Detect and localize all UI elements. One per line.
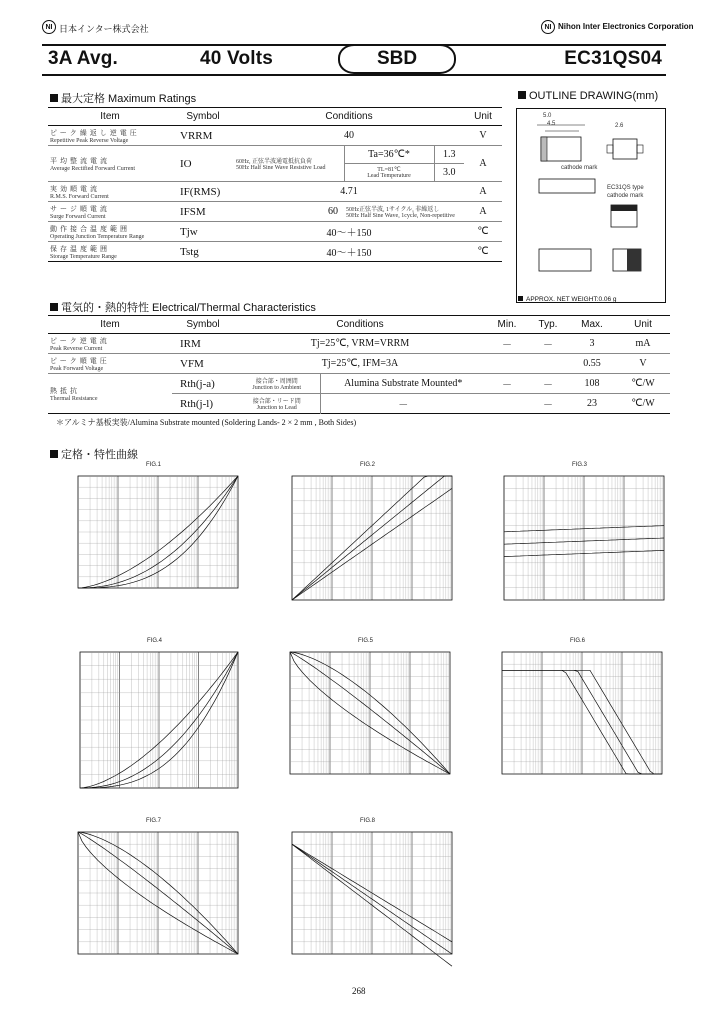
cathode-mark-label: cathode mark (561, 165, 598, 171)
unit-cell: A (464, 202, 502, 222)
typ-cell: － (528, 374, 568, 394)
figure-plot (282, 638, 458, 790)
max-cell: 3 (568, 334, 616, 354)
header-max: Max. (568, 316, 616, 334)
conditions-note-cell (234, 146, 344, 182)
cond-lead-temp: TL=81℃ (377, 167, 401, 173)
item-jp: 熱抵抗 (50, 386, 80, 395)
outline-drawing-svg (517, 109, 665, 302)
figure-plot (494, 638, 670, 790)
max-cell: 23 (587, 398, 597, 409)
package-front-view (539, 179, 595, 193)
conditions-cell: 4.71 (234, 182, 464, 202)
table-row (48, 334, 670, 354)
item-jp: ピーク繰返し逆電圧 (50, 128, 140, 137)
figure-plot (496, 462, 672, 616)
header-conditions: Conditions (234, 316, 486, 334)
header-min: Min. (486, 316, 528, 334)
alumina-note: ＊アルミナ基板実装/Alumina Substrate mounted (Soldering Lands- 2 × 2 mm , Both Sides) (56, 418, 357, 427)
figure-title: FIG.2 (360, 462, 376, 468)
curve-figure (72, 638, 246, 804)
company-name-en: Nihon Inter Electronics Corporation (558, 22, 694, 31)
header-typ: Typ. (528, 316, 568, 334)
cond-note-en: 50Hz Half Sine Wave, 1cycle, Non-repetitive (346, 213, 455, 219)
unit-cell: mA (616, 334, 670, 354)
part-number: EC31QS04 (564, 48, 662, 69)
item-en: Average Rectified Forward Current (50, 165, 136, 172)
surge-value: 60 (234, 202, 344, 222)
bullet-square-icon (518, 91, 526, 99)
item-en: R.M.S. Forward Current (50, 193, 109, 200)
figure-plot (284, 462, 460, 616)
value-ambient: 1.3 (434, 146, 464, 164)
figure-plot (70, 818, 246, 970)
logo-text: NI (544, 23, 552, 31)
unit-cell: ℃ (477, 246, 489, 257)
item-cell (48, 126, 172, 146)
condition-ambient: Ta=36℃* (344, 146, 434, 164)
title-bar (42, 44, 666, 76)
unit-cell: ℃ (464, 222, 502, 242)
table-row (48, 182, 502, 202)
figure-plot (284, 818, 460, 970)
item-cell (48, 182, 172, 202)
item-jp: 保存温度範囲 (50, 244, 110, 253)
min-cell (486, 354, 528, 374)
symbol-cell: IF(RMS) (172, 182, 234, 202)
header-symbol: Symbol (172, 108, 234, 126)
curve-figure (284, 462, 460, 616)
conditions-cell: 40～＋150 (234, 222, 464, 242)
conditions-cell: － (320, 394, 486, 414)
figure-title: FIG.1 (146, 462, 162, 468)
item-cell (48, 242, 172, 262)
max-ratings-title (50, 90, 196, 106)
table-row (48, 242, 502, 262)
unit-cell: V (616, 354, 670, 374)
curve-figure (70, 462, 246, 604)
min-cell (486, 394, 528, 414)
symbol-cell: IFSM (172, 202, 234, 222)
curve-figure (494, 638, 670, 790)
figure-title: FIG.8 (360, 818, 376, 824)
header-item: Item (48, 108, 172, 126)
figure-title: FIG.6 (570, 638, 586, 644)
outline-drawing (516, 108, 666, 303)
curve-figure (284, 818, 460, 970)
avg-current: 3A Avg. (48, 48, 119, 69)
device-type: SBD (376, 48, 418, 69)
cond-sub-cell (234, 394, 320, 414)
figure-plot (70, 462, 246, 604)
conditions-cell: 40～＋150 (326, 248, 372, 259)
bullet-square-icon (50, 450, 58, 458)
item-cell (48, 354, 172, 374)
conditions-cell: Tj=25℃, VRM=VRRM (234, 334, 486, 354)
curve-figure (282, 638, 458, 790)
company-logo-right (541, 20, 555, 34)
package-bottom-view (539, 249, 591, 271)
cond-note-jp: 60Hz, 正弦半波通電抵抗負荷 (236, 159, 312, 165)
curve-figure (70, 818, 246, 970)
item-cell (48, 374, 172, 414)
net-weight (518, 296, 617, 303)
company-logo-left (42, 20, 56, 34)
elec-title-text: 電気的・熱的特性 Electrical/Thermal Characteristics (61, 302, 316, 314)
table-row (48, 146, 502, 164)
item-en: Peak Forward Voltage (50, 365, 104, 372)
item-cell (48, 334, 172, 354)
dim-label: 5.0 (543, 113, 552, 119)
item-jp: 動作接合温度範囲 (50, 224, 130, 233)
figure-title: FIG.5 (358, 638, 374, 644)
table-row (48, 222, 502, 242)
conditions-cell: Alumina Substrate Mounted* (320, 374, 486, 394)
figure-title: FIG.4 (147, 638, 163, 644)
bullet-square-icon (50, 303, 58, 311)
logo-text: NI (45, 23, 53, 31)
table-row (48, 202, 502, 222)
page-number: 268 (352, 986, 366, 996)
typ-cell (528, 354, 568, 374)
cond-lead-label: Lead Temperature (367, 173, 411, 179)
symbol-cell: Tstg (180, 245, 199, 258)
item-cell (48, 222, 172, 242)
cond-sub-en: Junction to Lead (256, 405, 297, 411)
cond-note-jp: 50Hz正弦半波, 1サイクル, 非繰返し (346, 207, 440, 213)
curve-figure (496, 462, 672, 616)
max-cell: 108 (568, 374, 616, 394)
cathode-mark (611, 205, 637, 211)
unit-cell: ℃/W (616, 374, 670, 394)
value-lead: 3.0 (434, 164, 464, 182)
symbol-cell: Rth(j-a) (172, 374, 234, 394)
item-jp: ピーク順電圧 (50, 356, 110, 365)
type-label: EC31QS type (607, 185, 644, 191)
figure-title: FIG.3 (572, 462, 588, 468)
surge-condition (344, 202, 464, 222)
lead (607, 145, 613, 153)
bullet-square-icon (518, 296, 523, 301)
item-en: Surge Forward Current (50, 213, 106, 220)
cond-sub-en: Junction to Ambient (252, 385, 302, 391)
outline-title (518, 90, 658, 102)
cathode-band (541, 137, 547, 161)
dim-label: 4.5 (547, 121, 556, 127)
item-en: Operating Junction Temperature Range (50, 233, 145, 240)
cond-sub-cell (234, 374, 320, 394)
item-en: Thermal Resistance (50, 395, 98, 402)
bullet-square-icon (50, 94, 58, 102)
cond-sub-jp: 接合部・周囲間 (255, 379, 298, 385)
item-cell (48, 202, 172, 222)
unit-cell: V (464, 126, 502, 146)
curves-title-text: 定格・特性曲線 (61, 449, 138, 461)
table-row (48, 374, 670, 394)
item-jp: 実効順電流 (50, 184, 100, 193)
header-conditions: Conditions (234, 108, 464, 126)
symbol-cell: IRM (172, 334, 234, 354)
figure-title: FIG.7 (146, 818, 162, 824)
item-jp: サージ順電流 (50, 204, 110, 213)
table-row (48, 354, 670, 374)
curves-title (50, 446, 138, 462)
cond-sub-jp: 接合部・リード間 (252, 399, 301, 405)
symbol-cell: VRRM (172, 126, 234, 146)
voltage-rating: 40 Volts (200, 48, 274, 69)
header-symbol: Symbol (172, 316, 234, 334)
item-cell (48, 146, 172, 182)
elec-table (48, 315, 670, 414)
cathode-mark-label: cathode mark (607, 193, 644, 199)
unit-cell: A (464, 182, 502, 202)
item-en: Repetitive Peak Reverse Voltage (50, 137, 129, 144)
table-header-row (48, 316, 670, 334)
min-cell: － (486, 334, 528, 354)
max-cell: 0.55 (568, 354, 616, 374)
elec-title (50, 299, 316, 315)
package-side-view (613, 139, 637, 159)
outline-title-text: OUTLINE DRAWING(mm) (529, 90, 659, 102)
header-unit: Unit (464, 108, 502, 126)
header-unit: Unit (616, 316, 670, 334)
symbol-cell: IO (172, 146, 234, 182)
max-ratings-table (48, 107, 502, 262)
symbol-cell: Tjw (172, 222, 234, 242)
cathode-band (627, 249, 641, 271)
company-name-jp: 日本インター株式会社 (59, 24, 149, 34)
condition-lead (344, 164, 434, 182)
table-row (48, 126, 502, 146)
net-weight-text: APPROX. NET WEIGHT:0.06 g (526, 296, 617, 303)
typ-cell: － (528, 334, 568, 354)
max-ratings-title-text: 最大定格 Maximum Ratings (61, 93, 197, 105)
dim-label: 2.6 (615, 123, 624, 129)
conditions-cell: Tj=25℃, IFM=3A (234, 354, 486, 374)
item-jp: ピーク逆電流 (50, 336, 110, 345)
typ-cell: － (543, 400, 553, 411)
unit-cell: A (464, 146, 502, 182)
cond-note-en: 50Hz Half Sine Wave Resistive Load (236, 165, 326, 171)
table-header-row (48, 108, 502, 126)
device-type-badge (338, 44, 456, 74)
conditions-cell: 40 (234, 126, 464, 146)
item-jp: 平均整流電流 (50, 156, 110, 165)
figure-plot (72, 638, 246, 804)
symbol-cell: VFM (172, 354, 234, 374)
item-en: Storage Temperature Range (50, 253, 117, 260)
min-cell: － (486, 374, 528, 394)
lead (637, 145, 643, 153)
header-item: Item (48, 316, 172, 334)
symbol-cell: Rth(j-l) (180, 397, 213, 410)
item-en: Peak Reverse Current (50, 345, 103, 352)
unit-cell: ℃/W (631, 398, 655, 409)
